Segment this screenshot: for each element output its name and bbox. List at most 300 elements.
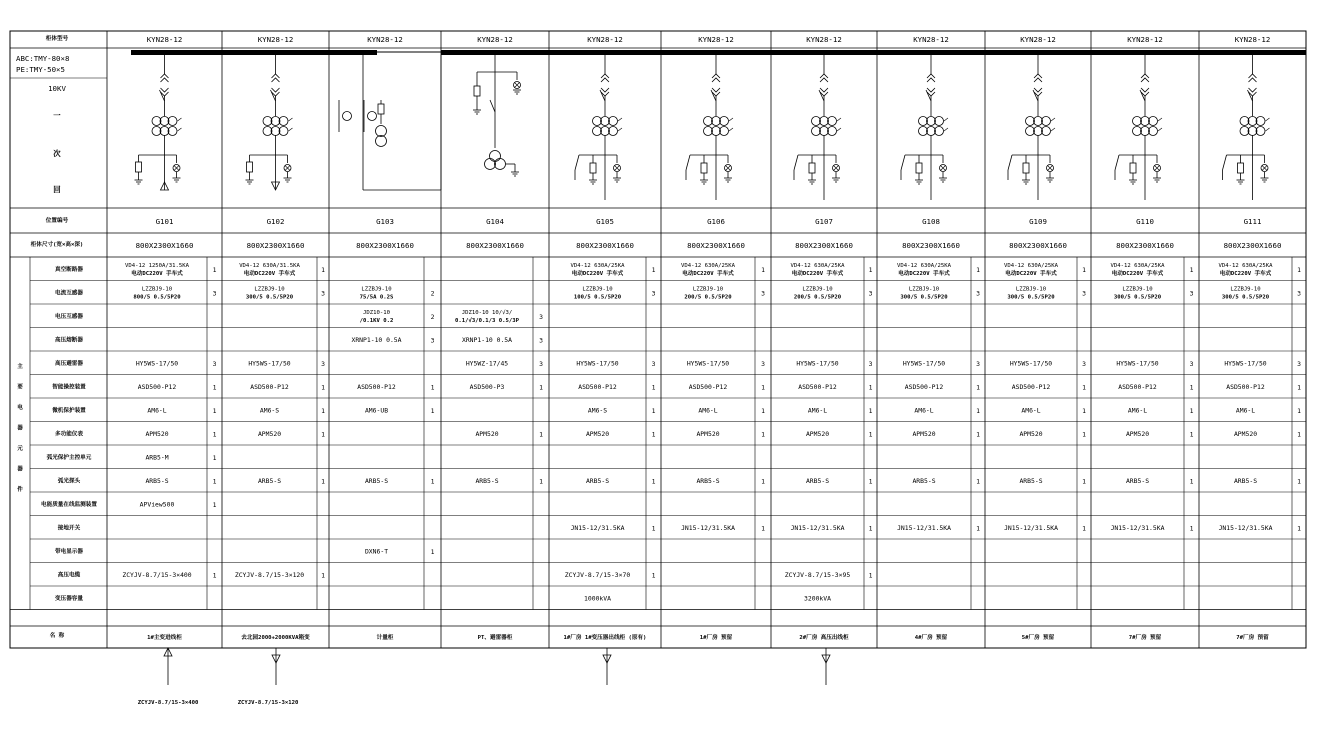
qty-r10-c5: 1	[651, 477, 656, 486]
cabinet-name-10: 7#厂房 预留	[1128, 635, 1162, 641]
component-label-2: 电流互感器	[55, 290, 83, 297]
spec-r4-c3: XRNP1-10 0.5A	[351, 335, 402, 344]
qty-r5-c10: 3	[1189, 359, 1194, 368]
position-row	[156, 217, 1262, 226]
cable-lead-g101	[164, 648, 172, 685]
qty-r13-c3: 1	[430, 547, 435, 556]
qty-r2-c2: 3	[321, 289, 325, 298]
qty-r4-c4: 3	[539, 336, 543, 345]
qty-r14-c1: 1	[212, 571, 217, 580]
spec-r1-c11-b: 电动DC220V 手车式	[1219, 270, 1272, 277]
spec-r5-c9: HY5WS-17/50	[1009, 359, 1053, 368]
qty-r10-c11: 1	[1297, 477, 1301, 486]
position-5: G105	[596, 217, 614, 226]
qty-r6-c9: 1	[1082, 383, 1086, 392]
main-components-char-2: 要	[17, 384, 23, 391]
spec-r12-c9: JN15-12/31.5KA	[1004, 523, 1058, 532]
spec-r10-c9: ARB5-S	[1019, 476, 1043, 485]
spec-r2-c7-b: 200/5 0.5/5P20	[793, 294, 842, 301]
primary-label-yi: 一	[53, 111, 61, 120]
qty-r5-c2: 3	[321, 359, 325, 368]
spec-r2-c2-b: 300/5 0.5/5P20	[245, 294, 294, 301]
qty-r1-c7: 1	[868, 265, 873, 274]
component-label-12: 接地开关	[57, 525, 81, 532]
spec-r2-c7-a: LZZBJ9-10	[802, 286, 833, 293]
position-2: G102	[266, 217, 285, 226]
qty-r2-c11: 3	[1297, 289, 1301, 298]
spec-r10-c4: ARB5-S	[475, 476, 499, 485]
qty-r8-c1: 1	[212, 430, 217, 439]
qty-r10-c3: 1	[430, 477, 435, 486]
qty-r10-c2: 1	[321, 477, 325, 486]
spec-r14-c2: ZCYJV-8.7/15-3×120	[234, 570, 305, 579]
spec-r5-c4: HY5WZ-17/45	[465, 359, 509, 368]
qty-r8-c5: 1	[651, 430, 656, 439]
spec-r5-c10: HY5WS-17/50	[1116, 359, 1159, 368]
cable-lead-g102	[272, 648, 280, 685]
component-label-4: 高压熔断器	[55, 337, 83, 344]
qty-r1-c10: 1	[1189, 265, 1194, 274]
spec-r2-c6-b: 200/5 0.5/5P20	[684, 294, 732, 301]
position-9: G109	[1029, 217, 1047, 226]
component-label-6: 智能操控装置	[52, 384, 86, 391]
spec-r1-c10-b: 电动DC220V 手车式	[1111, 270, 1164, 277]
qty-r5-c1: 3	[212, 359, 217, 368]
spec-r12-c10: JN15-12/31.5KA	[1110, 523, 1165, 532]
pt-symbol	[473, 55, 521, 176]
component-label-1: 真空断路器	[55, 266, 83, 273]
spec-r1-c6-a: VD4-12 630A/25KA	[681, 262, 735, 269]
qty-r5-c5: 3	[651, 359, 656, 368]
cabinet-model-3: KYN28-12	[367, 35, 403, 44]
cabinet-size-9: 800X2300X1660	[1009, 241, 1067, 250]
qty-r10-c8: 1	[976, 477, 980, 486]
cabinet-name-1: 1#主变进线柜	[147, 635, 182, 641]
qty-r8-c4: 1	[539, 430, 543, 439]
spec-r15-c5: 1000kVA	[584, 594, 611, 603]
spec-r13-c3: DXN6-T	[364, 547, 389, 556]
spec-r1-c8-b: 电动DC220V 手车式	[898, 270, 950, 277]
position-4: G104	[486, 217, 504, 226]
qty-r6-c10: 1	[1189, 383, 1194, 392]
spec-r12-c6: JN15-12/31.5KA	[681, 523, 735, 532]
cabinet-model-row	[147, 35, 1271, 44]
qty-r8-c11: 1	[1297, 430, 1301, 439]
spec-r10-c3: ARB5-S	[364, 476, 389, 485]
spec-r2-c11-a: LZZBJ9-10	[1230, 286, 1261, 293]
qty-r1-c9: 1	[1082, 265, 1086, 274]
cabinet-name-4: PT、避雷器柜	[477, 635, 513, 641]
position-7: G107	[815, 217, 833, 226]
primary-label-hui: 回	[53, 185, 61, 194]
cable-lead-g107	[822, 648, 830, 685]
spec-r5-c6: HY5WS-17/50	[686, 359, 730, 368]
spec-r12-c8: JN15-12/31.5KA	[897, 523, 951, 532]
spec-r8-c4: APM520	[475, 429, 499, 438]
cabinet-model-11: KYN28-12	[1234, 35, 1271, 44]
cabinet-name-2: 去北园2000+2000KVA箱变	[241, 635, 310, 641]
spec-r6-c9: ASD500-P12	[1011, 382, 1051, 391]
qty-r2-c8: 3	[976, 289, 980, 298]
qty-r5-c9: 3	[1082, 359, 1086, 368]
spec-r2-c3-a: LZZBJ9-10	[361, 286, 392, 293]
qty-r12-c11: 1	[1297, 524, 1301, 533]
qty-r7-c1: 1	[212, 406, 217, 415]
component-label-14: 高压电缆	[57, 572, 81, 579]
qty-r7-c2: 1	[321, 406, 325, 415]
spec-r1-c9-a: VD4-12 630A/25KA	[1004, 262, 1058, 269]
qty-r4-c3: 3	[430, 336, 435, 345]
qty-r2-c3: 2	[430, 289, 435, 298]
spec-r8-c2: APM520	[257, 429, 282, 438]
spec-r4-c4: XRNP1-10 0.5A	[461, 335, 513, 344]
qty-r8-c10: 1	[1189, 430, 1194, 439]
cabinet-name-11: 7#厂房 预留	[1236, 635, 1269, 641]
cabinet-name-9: 5#厂房 预留	[1021, 635, 1055, 641]
size-row-label: 柜体尺寸(宽×高×深)	[30, 242, 84, 248]
qty-r8-c6: 1	[761, 430, 765, 439]
qty-r3-c3: 2	[430, 312, 435, 321]
spec-r1-c7-a: VD4-12 630A/25KA	[790, 262, 845, 269]
busbar-spec-abc: ABC:TMY-80×8	[16, 54, 70, 63]
qty-r5-c8: 3	[976, 359, 980, 368]
qty-r6-c5: 1	[651, 383, 656, 392]
spec-r6-c11: ASD500-P12	[1226, 382, 1265, 391]
spec-r6-c7: ASD500-P12	[798, 382, 837, 391]
feeder-symbol-9	[1008, 55, 1055, 200]
qty-r12-c7: 1	[868, 524, 873, 533]
cabinet-model-8: KYN28-12	[913, 35, 949, 44]
spec-r15-c7: 3200kVA	[804, 594, 831, 603]
cabinet-size-7: 800X2300X1660	[795, 241, 853, 250]
cabinet-size-11: 800X2300X1660	[1223, 241, 1282, 250]
main-components-char-5: 元	[17, 446, 23, 452]
cabinet-model-7: KYN28-12	[806, 35, 842, 44]
header-label: 柜体型号	[45, 36, 69, 42]
spec-r1-c2-b: 电动DC220V 手车式	[243, 270, 296, 277]
spec-r7-c3: AM6-UB	[364, 406, 389, 415]
qty-r7-c5: 1	[651, 406, 656, 415]
spec-r1-c11-a: VD4-12 630A/25KA	[1218, 262, 1273, 269]
primary-label-voltage: 10KV	[48, 84, 66, 93]
bottom-cable-1: ZCYJV-8.7/15-3×400	[137, 700, 199, 706]
spec-r5-c5: HY5WS-17/50	[576, 359, 619, 368]
spec-r8-c1: APM520	[145, 429, 169, 438]
qty-r2-c6: 3	[761, 289, 765, 298]
qty-r6-c8: 1	[976, 383, 980, 392]
spec-r6-c1: ASD500-P12	[137, 382, 177, 391]
spec-r10-c6: ARB5-S	[696, 476, 720, 485]
spec-r6-c8: ASD500-P12	[904, 382, 944, 391]
cabinet-size-4: 800X2300X1660	[466, 241, 524, 250]
feeder-symbol-2	[246, 55, 293, 190]
spec-r3-c3-b: /0.1KV 0.2	[359, 317, 394, 324]
name-row	[147, 633, 1269, 641]
spec-r10-c7: ARB5-S	[805, 476, 830, 485]
qty-r1-c2: 1	[321, 265, 325, 274]
spec-r7-c6: AM6-L	[698, 406, 718, 415]
spec-r2-c10-b: 300/5 0.5/5P20	[1113, 294, 1162, 301]
position-row-label: 位置编号	[45, 218, 69, 224]
qty-r11-c1: 1	[212, 500, 217, 509]
spec-r10-c5: ARB5-S	[585, 476, 610, 485]
name-row-label: 名 称	[49, 633, 65, 639]
cabinet-model-5: KYN28-12	[587, 35, 623, 44]
qty-r12-c8: 1	[976, 524, 980, 533]
feeder-symbol-6	[686, 55, 733, 200]
cabinet-size-3: 800X2300X1660	[356, 241, 414, 250]
component-rows	[41, 263, 1301, 603]
spec-r6-c5: ASD500-P12	[578, 382, 617, 391]
spec-r6-c3: ASD500-P12	[357, 382, 396, 391]
qty-r1-c8: 1	[976, 265, 980, 274]
component-label-7: 微机保护装置	[52, 407, 86, 414]
spec-r7-c5: AM6-S	[587, 406, 608, 415]
qty-r9-c1: 1	[212, 453, 217, 462]
qty-r2-c10: 3	[1189, 289, 1194, 298]
spec-r1-c10-a: VD4-12 630A/25KA	[1110, 262, 1165, 269]
cabinet-size-1: 800X2300X1660	[135, 241, 194, 250]
spec-r2-c11-b: 300/5 0.5/5P20	[1221, 294, 1270, 301]
component-label-15: 变压器容量	[55, 595, 83, 602]
qty-r5-c7: 3	[868, 359, 873, 368]
spec-r8-c10: APM520	[1125, 429, 1150, 438]
spec-r2-c3-b: 75/5A 0.2S	[359, 294, 394, 301]
spec-r8-c6: APM520	[696, 429, 720, 438]
spec-r2-c8-b: 300/5 0.5/5P20	[900, 294, 948, 301]
qty-r6-c7: 1	[868, 383, 873, 392]
qty-r14-c5: 1	[651, 571, 656, 580]
component-label-9: 弧光保护主控单元	[46, 454, 92, 461]
qty-r12-c10: 1	[1189, 524, 1194, 533]
spec-r8-c7: APM520	[805, 429, 830, 438]
qty-r10-c9: 1	[1082, 477, 1086, 486]
spec-r8-c8: APM520	[912, 429, 936, 438]
main-components-char-3: 电	[17, 405, 23, 411]
qty-r12-c6: 1	[761, 524, 765, 533]
qty-r6-c2: 1	[321, 383, 325, 392]
cabinet-size-2: 800X2300X1660	[246, 241, 305, 250]
spec-r14-c7: ZCYJV-8.7/15-3×95	[784, 570, 851, 579]
qty-r6-c6: 1	[761, 383, 765, 392]
spec-r6-c6: ASD500-P12	[688, 382, 728, 391]
spec-r10-c11: ARB5-S	[1233, 476, 1258, 485]
cabinet-model-9: KYN28-12	[1020, 35, 1056, 44]
qty-r1-c5: 1	[651, 265, 656, 274]
spec-r2-c8-a: LZZBJ9-10	[908, 286, 940, 293]
spec-r3-c4-a: JDZ10-10 10/√3/	[461, 309, 513, 316]
cabinet-name-8: 4#厂房 预留	[914, 635, 948, 641]
qty-r6-c3: 1	[430, 383, 435, 392]
qty-r8-c7: 1	[868, 430, 873, 439]
spec-r12-c7: JN15-12/31.5KA	[790, 523, 845, 532]
spec-r12-c5: JN15-12/31.5KA	[570, 523, 625, 532]
qty-r10-c4: 1	[539, 477, 543, 486]
spec-r10-c2: ARB5-S	[257, 476, 282, 485]
qty-r14-c7: 1	[868, 571, 873, 580]
spec-r10-c8: ARB5-S	[912, 476, 936, 485]
bottom-cable-2: ZCYJV-8.7/15-3×120	[237, 700, 299, 706]
spec-r7-c1: AM6-L	[147, 406, 167, 415]
cabinet-size-5: 800X2300X1660	[576, 241, 634, 250]
spec-r6-c2: ASD500-P12	[250, 382, 289, 391]
spec-r5-c8: HY5WS-17/50	[902, 359, 946, 368]
position-10: G110	[1136, 217, 1154, 226]
spec-r2-c9-b: 300/5 0.5/5P20	[1007, 294, 1055, 301]
cabinet-name-3: 计量柜	[376, 635, 394, 641]
cabinet-name-7: 2#厂房 高压出线柜	[799, 635, 849, 641]
qty-r1-c11: 1	[1297, 265, 1301, 274]
qty-r5-c11: 3	[1297, 359, 1301, 368]
spec-r5-c11: HY5WS-17/50	[1224, 359, 1267, 368]
qty-r7-c3: 1	[430, 406, 435, 415]
qty-r6-c1: 1	[212, 383, 217, 392]
busbar-spec-pe: PE:TMY-50×5	[16, 65, 65, 74]
spec-r2-c1-b: 800/5 0.5/5P20	[133, 294, 181, 301]
qty-r1-c6: 1	[761, 265, 765, 274]
feeder-symbol-7	[794, 55, 841, 200]
size-row	[136, 241, 1282, 250]
spec-r5-c7: HY5WS-17/50	[796, 359, 839, 368]
spec-r14-c5: ZCYJV-8.7/15-3×70	[564, 570, 631, 579]
spec-r2-c9-a: LZZBJ9-10	[1015, 286, 1047, 293]
cabinet-name-5: 1#厂房 1#变压器出线柜 (原有)	[563, 635, 647, 641]
qty-r8-c2: 1	[321, 430, 325, 439]
main-components-label	[17, 362, 23, 493]
cable-lead-g105	[603, 648, 611, 685]
component-label-5: 高压避雷器	[55, 360, 83, 367]
cable-leads	[164, 648, 830, 685]
single-line-symbols	[135, 55, 1270, 200]
spec-r1-c8-a: VD4-12 630A/25KA	[897, 262, 951, 269]
qty-r2-c5: 3	[651, 289, 656, 298]
spec-r2-c10-a: LZZBJ9-10	[1122, 286, 1153, 293]
main-components-char-6: 器	[17, 466, 23, 473]
cabinet-model-10: KYN28-12	[1127, 35, 1163, 44]
qty-r8-c9: 1	[1082, 430, 1086, 439]
main-components-char-7: 件	[17, 487, 23, 493]
cabinet-size-6: 800X2300X1660	[687, 241, 745, 250]
feeder-symbol-10	[1115, 55, 1162, 200]
spec-r2-c6-a: LZZBJ9-10	[692, 286, 724, 293]
spec-r9-c1: ARB5-M	[145, 453, 169, 462]
qty-r12-c5: 1	[651, 524, 656, 533]
spec-r1-c7-b: 电动DC220V 手车式	[791, 270, 844, 277]
qty-r10-c6: 1	[761, 477, 765, 486]
qty-r3-c4: 3	[539, 312, 543, 321]
component-label-11: 电能质量在线监测装置	[41, 501, 97, 508]
qty-r14-c2: 1	[321, 571, 325, 580]
spec-r5-c2: HY5WS-17/50	[248, 359, 291, 368]
spec-r1-c2-a: VD4-12 630A/31.5KA	[239, 262, 300, 269]
component-label-13: 带电显示器	[55, 548, 83, 555]
cabinet-size-10: 800X2300X1660	[1116, 241, 1174, 250]
feeder-symbol-8	[901, 55, 948, 200]
main-busbar-right	[441, 50, 1306, 55]
component-label-3: 电压互感器	[55, 313, 83, 320]
main-components-char-4: 器	[17, 425, 23, 432]
feeder-symbol-11	[1223, 55, 1270, 200]
position-11: G111	[1243, 217, 1262, 226]
spec-r10-c10: ARB5-S	[1125, 476, 1150, 485]
main-components-char-1: 主	[17, 364, 23, 370]
position-3: G103	[376, 217, 394, 226]
spec-r7-c9: AM6-L	[1021, 406, 1041, 415]
position-6: G106	[707, 217, 725, 226]
qty-r7-c6: 1	[761, 406, 765, 415]
qty-r2-c7: 3	[868, 289, 873, 298]
spec-r14-c1: ZCYJV-8.7/15-3×400	[122, 570, 192, 579]
position-8: G108	[922, 217, 940, 226]
spec-r8-c5: APM520	[585, 429, 610, 438]
qty-r5-c6: 3	[761, 359, 765, 368]
spec-r2-c1-a: LZZBJ9-10	[141, 286, 173, 293]
qty-r7-c8: 1	[976, 406, 980, 415]
spec-r8-c9: APM520	[1019, 429, 1043, 438]
qty-r10-c10: 1	[1189, 477, 1194, 486]
qty-r7-c10: 1	[1189, 406, 1194, 415]
spec-r5-c1: HY5WS-17/50	[135, 359, 179, 368]
qty-r10-c1: 1	[212, 477, 217, 486]
cabinet-model-4: KYN28-12	[477, 35, 513, 44]
spec-r1-c6-b: 电动DC220V 手车式	[682, 270, 734, 277]
main-busbar-left	[131, 50, 377, 55]
component-label-10: 弧光探头	[57, 478, 81, 485]
spec-r1-c5-b: 电动DC220V 手车式	[571, 270, 624, 277]
table-border	[10, 31, 1306, 648]
qty-r1-c1: 1	[212, 265, 217, 274]
cabinet-name-6: 1#厂房 预留	[699, 635, 733, 641]
qty-r12-c9: 1	[1082, 524, 1086, 533]
spec-r11-c1: APView500	[139, 500, 175, 509]
spec-r3-c3-a: JDZ10-10	[363, 309, 390, 316]
spec-r6-c4: ASD500-P3	[469, 382, 505, 391]
primary-label-ci: 次	[53, 149, 61, 158]
qty-r10-c7: 1	[868, 477, 873, 486]
qty-r2-c9: 3	[1082, 289, 1086, 298]
spec-r6-c10: ASD500-P12	[1118, 382, 1157, 391]
spec-r2-c5-b: 100/5 0.5/5P20	[573, 294, 622, 301]
spec-r2-c2-a: LZZBJ9-10	[254, 286, 285, 293]
spec-r12-c11: JN15-12/31.5KA	[1218, 523, 1273, 532]
cabinet-size-8: 800X2300X1660	[902, 241, 960, 250]
qty-r7-c7: 1	[868, 406, 873, 415]
position-1: G101	[155, 217, 174, 226]
metering-symbol	[339, 55, 441, 190]
spec-r7-c2: AM6-S	[259, 406, 280, 415]
spec-r7-c8: AM6-L	[914, 406, 934, 415]
table-grid	[10, 31, 1306, 648]
spec-r7-c7: AM6-L	[807, 406, 828, 415]
spec-r1-c5-a: VD4-12 630A/25KA	[570, 262, 625, 269]
qty-r2-c1: 3	[212, 289, 217, 298]
cabinet-model-1: KYN28-12	[146, 35, 183, 44]
spec-r1-c1-b: 电动DC220V 手车式	[131, 270, 183, 277]
cabinet-model-6: KYN28-12	[698, 35, 734, 44]
qty-r5-c4: 3	[539, 359, 543, 368]
qty-r6-c11: 1	[1297, 383, 1301, 392]
busbar-layer	[131, 50, 1306, 55]
spec-r7-c10: AM6-L	[1127, 406, 1148, 415]
qty-r7-c9: 1	[1082, 406, 1086, 415]
spec-r8-c11: APM520	[1233, 429, 1258, 438]
spec-r7-c11: AM6-L	[1235, 406, 1256, 415]
feeder-symbol-5	[575, 55, 622, 200]
component-label-8: 多功能仪表	[55, 431, 83, 438]
qty-r8-c8: 1	[976, 430, 980, 439]
spec-r2-c5-a: LZZBJ9-10	[582, 286, 613, 293]
qty-r6-c4: 1	[539, 383, 543, 392]
